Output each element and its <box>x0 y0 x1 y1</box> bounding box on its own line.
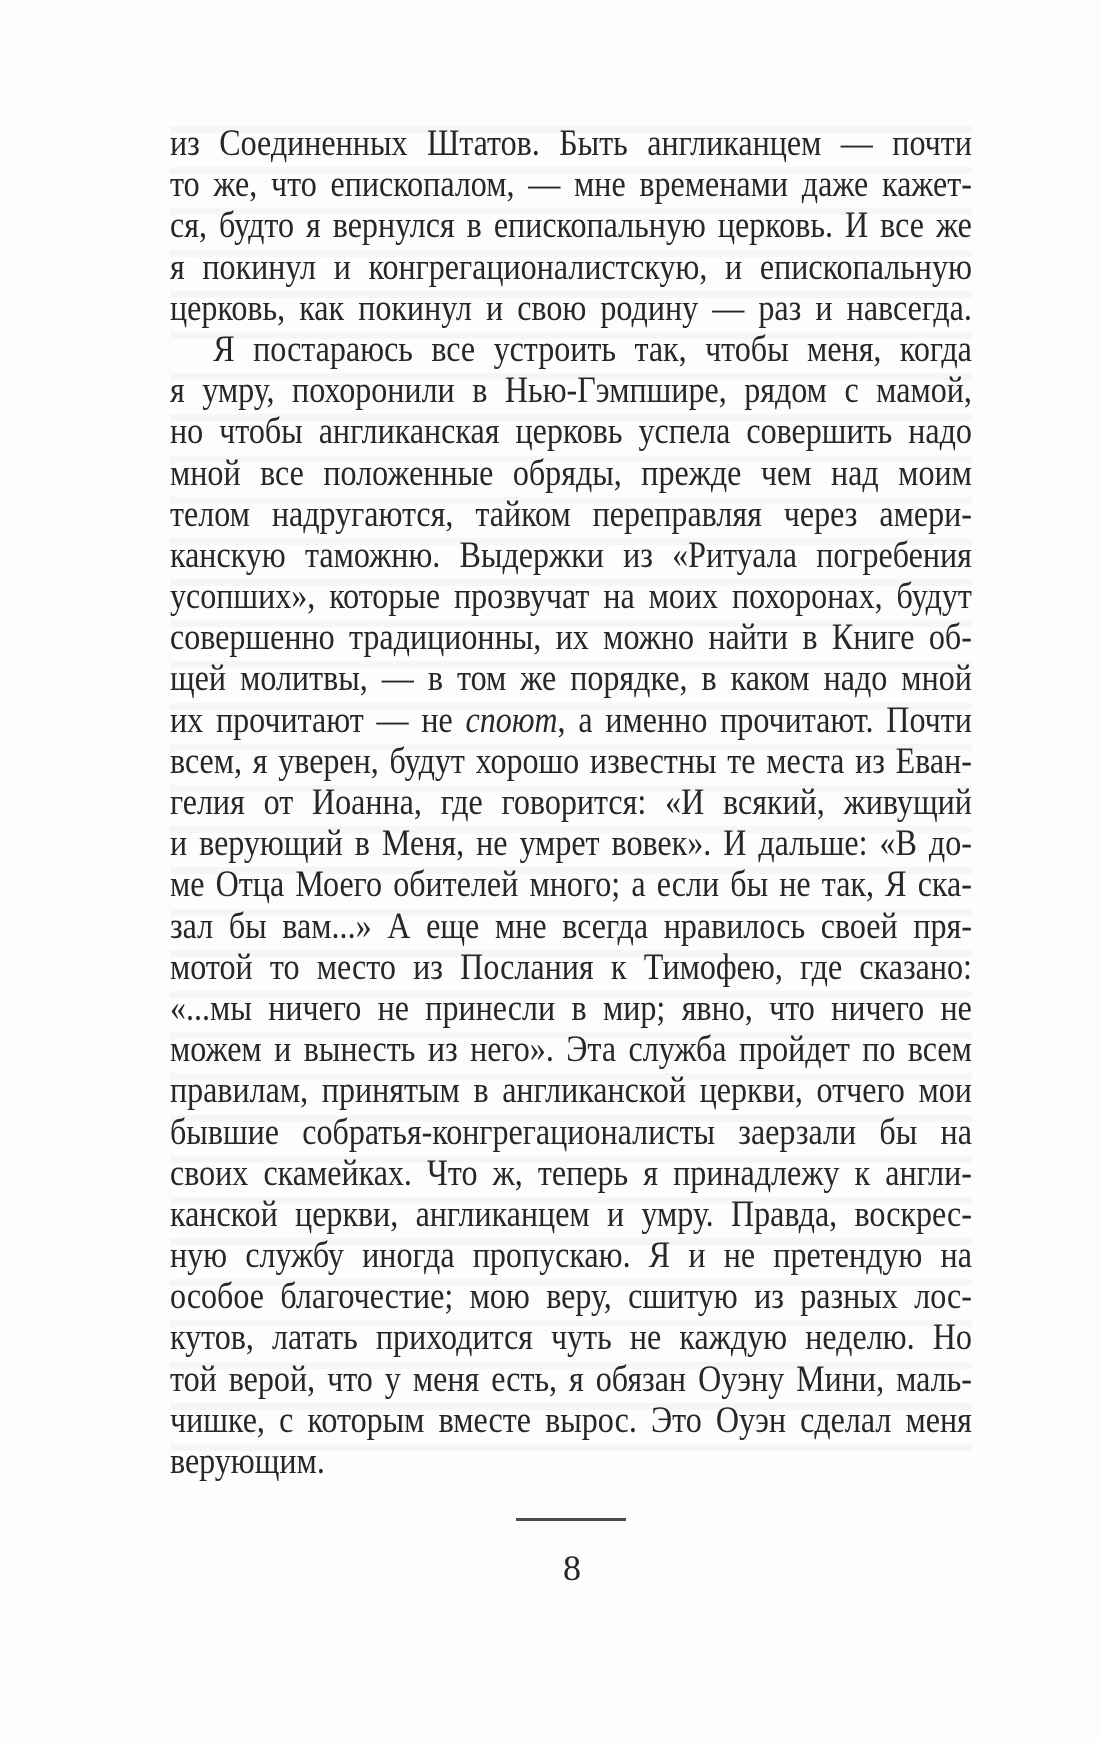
text-run: их прочитают — не <box>170 699 466 741</box>
text-line <box>170 370 972 411</box>
text-run: я покинул и конгрегационалистскую, и епископальную <box>170 246 972 288</box>
text-line <box>170 494 972 535</box>
text-line <box>170 1235 972 1276</box>
text-line <box>170 164 972 205</box>
text-run: щей молитвы, — в том же порядке, в каком надо мной <box>170 658 972 700</box>
text-line <box>170 535 972 576</box>
italic-text-run: споют <box>465 699 558 741</box>
text-line <box>170 1070 972 1111</box>
text-line <box>170 1029 972 1070</box>
text-run: ную службу иногда пропускаю. Я и не претендую на <box>170 1235 972 1277</box>
text-line <box>170 947 972 988</box>
section-divider <box>516 1518 626 1521</box>
text-run: ся, будто я вернулся в епископальную церковь. И все же <box>170 205 972 247</box>
text-run: своих скамейках. Что ж, теперь я принадлежу к англи- <box>170 1152 972 1194</box>
text-line <box>170 1359 972 1400</box>
text-line <box>170 864 972 905</box>
text-line <box>170 247 972 288</box>
text-line <box>170 1153 972 1194</box>
text-run: Я постараюсь все устроить так, чтобы меня, когда <box>213 328 972 370</box>
text-line <box>170 123 972 164</box>
text-run: зал бы вам...» А еще мне всегда нравилось своей пря- <box>170 905 972 947</box>
text-line <box>170 782 972 823</box>
text-line <box>170 1400 972 1441</box>
text-line <box>170 453 972 494</box>
page-number: 8 <box>563 1548 581 1588</box>
text-run: кутов, латать приходится чуть не каждую неделю. Но <box>170 1317 972 1359</box>
text-run: можем и вынесть из него». Эта служба пройдет по всем <box>170 1029 972 1071</box>
text-line <box>170 1112 972 1153</box>
text-line <box>170 988 972 1029</box>
text-run: усопших», которые прозвучат на моих похоронах, будут <box>170 576 972 618</box>
text-run: той верой, что у меня есть, я обязан Оуэну Мини, маль- <box>170 1358 972 1400</box>
text-run: телом надругаются, тайком переправляя через амери- <box>170 493 972 535</box>
text-run: особое благочестие; мою веру, сшитую из разных лос- <box>170 1276 972 1318</box>
text-run: но чтобы англиканская церковь успела совершить надо <box>170 411 972 453</box>
text-run: гелия от Иоанна, где говорится: «И всякий, живущий <box>170 782 972 823</box>
text-line <box>170 1317 972 1358</box>
text-line <box>170 288 972 329</box>
text-run: мной все положенные обряды, прежде чем над моим <box>170 452 972 494</box>
text-run: , а именно прочитают. Почти <box>557 699 972 741</box>
text-run: ме Отца Моего обителей много; а если бы не так, Я ска- <box>170 864 972 906</box>
text-line <box>170 1441 972 1482</box>
text-line <box>170 617 972 658</box>
text-run: канской церкви, англиканцем и умру. Правда, воскрес- <box>170 1193 972 1235</box>
text-line <box>170 823 972 864</box>
text-line <box>170 658 972 699</box>
text-line <box>170 329 972 370</box>
text-run: совершенно традиционны, их можно найти в Книге об- <box>170 617 972 659</box>
text-run: чишке, с которым вместе вырос. Это Оуэн сделал меня <box>170 1399 972 1441</box>
text-run: канскую таможню. Выдержки из «Ритуала погребения <box>170 534 972 576</box>
text-run: и верующий в Меня, не умрет вовек». И дальше: «В до- <box>170 823 972 865</box>
text-line <box>170 906 972 947</box>
text-run: «...мы ничего не принесли в мир; явно, что ничего не <box>170 987 972 1029</box>
page-text <box>170 123 974 1482</box>
text-line <box>170 411 972 452</box>
text-line <box>170 1194 972 1235</box>
text-run: мотой то место из Послания к Тимофею, где сказано: <box>170 946 972 988</box>
text-run: церковь, как покинул и свою родину — раз и навсегда. <box>170 287 972 329</box>
text-line <box>170 1276 972 1317</box>
text-run: правилам, принятым в англиканской церкви, отчего мои <box>170 1070 972 1112</box>
text-line <box>170 700 972 741</box>
text-line <box>170 205 972 246</box>
text-run: из Соединенных Штатов. Быть англиканцем — почти <box>170 123 972 164</box>
text-line <box>170 741 972 782</box>
text-line <box>170 576 972 617</box>
paragraph <box>170 123 974 329</box>
text-run: верующим. <box>170 1441 325 1482</box>
text-run: то же, что епископалом, — мне временами даже кажет- <box>170 164 972 206</box>
text-run: всем, я уверен, будут хорошо известны те места из Еван- <box>170 740 972 782</box>
text-run: я умру, похоронили в Нью-Гэмпшире, рядом с мамой, <box>170 370 972 412</box>
text-run: бывшие собратья-конгрегационалисты заерзали бы на <box>170 1111 972 1153</box>
paragraph <box>170 329 974 1482</box>
